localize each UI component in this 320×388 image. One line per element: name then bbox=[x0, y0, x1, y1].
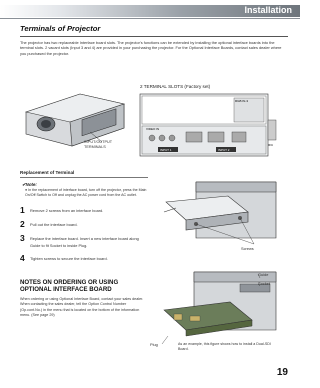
step-1 bbox=[20, 206, 148, 215]
step-number: 1 bbox=[20, 205, 25, 215]
board-insertion-illustration bbox=[160, 266, 282, 350]
step-3 bbox=[20, 234, 148, 249]
section-title: Installation bbox=[244, 5, 292, 15]
title-rule bbox=[20, 36, 288, 37]
step-2 bbox=[20, 220, 148, 229]
step-text: Tighten screws to secure the interface board. bbox=[30, 255, 108, 261]
step-text: Pull out the interface board. bbox=[30, 221, 78, 227]
step-text: Remove 2 screws from an interface board. bbox=[30, 207, 104, 213]
step-text: Replace the interface board. Insert a new interface board along Guide to fit Socket to inside Plug. bbox=[30, 235, 139, 248]
plug-label: Plug bbox=[150, 342, 158, 347]
socket-label: Socket bbox=[258, 281, 270, 286]
replacement-rule bbox=[20, 177, 148, 178]
replacement-title: Replacement of Terminal bbox=[20, 170, 75, 175]
intro-paragraph: The projector has two replaceable Interface board slots. The projector's functions can be extended by installing the optional interface boards into the terminal slots. 2 vacant slots (Input 3 and 4) are provided in your purchasing the projector. For the Optional Interface Boards, contact sales dealer where you purchased the projector. bbox=[20, 40, 282, 56]
panel-label-input1: INPUT 1 bbox=[160, 148, 172, 152]
panel-label-rc: R/C bbox=[268, 143, 274, 147]
panel-label-video-in: VIDEO IN bbox=[146, 127, 160, 131]
projector-illustration bbox=[20, 72, 130, 154]
header-rule bbox=[0, 18, 300, 19]
step-4 bbox=[20, 254, 148, 263]
note-title: ✔Note: bbox=[22, 182, 37, 187]
panel-label-input2: INPUT 2 bbox=[218, 148, 230, 152]
ordering-title: NOTES ON ORDERING OR USING OPTIONAL INTERFACE BOARD bbox=[20, 279, 119, 294]
ordering-text: When ordering or using Optional Interface Board, contact your sales dealer. When contacting the sales dealer, tell the Option Control Number (Op.cont.No.) in the menu that is located on the bottom of the information menu. (See page 29) bbox=[20, 297, 144, 317]
guide-label: Guide bbox=[258, 272, 269, 277]
note-text: ● In the replacement of interface board, turn off the projector, press the Main On/Off Switch to Off and unplug the AC power cord from the AC outlet. bbox=[25, 188, 147, 197]
panel-label-rgb-in3: RGB IN-3 bbox=[235, 99, 249, 103]
terminal-slots-caption: 2 TERMINAL SLOTS (Factory set) bbox=[140, 84, 211, 89]
step-number: 2 bbox=[20, 219, 25, 229]
page-title: Terminals of Projector bbox=[20, 24, 101, 33]
terminal-panel-illustration bbox=[138, 92, 278, 158]
page-number: 19 bbox=[276, 367, 288, 378]
screws-label: Screws bbox=[241, 246, 254, 251]
page-header bbox=[0, 0, 300, 20]
terminals-caption: INPUT/OUTPUT TERMINALS bbox=[84, 140, 113, 149]
step-number: 4 bbox=[20, 253, 25, 263]
step-number: 3 bbox=[20, 233, 25, 243]
board-removal-illustration bbox=[156, 178, 282, 250]
example-caption: As an example, this figure shows how to install a Dual-SDI Board. bbox=[178, 342, 271, 351]
